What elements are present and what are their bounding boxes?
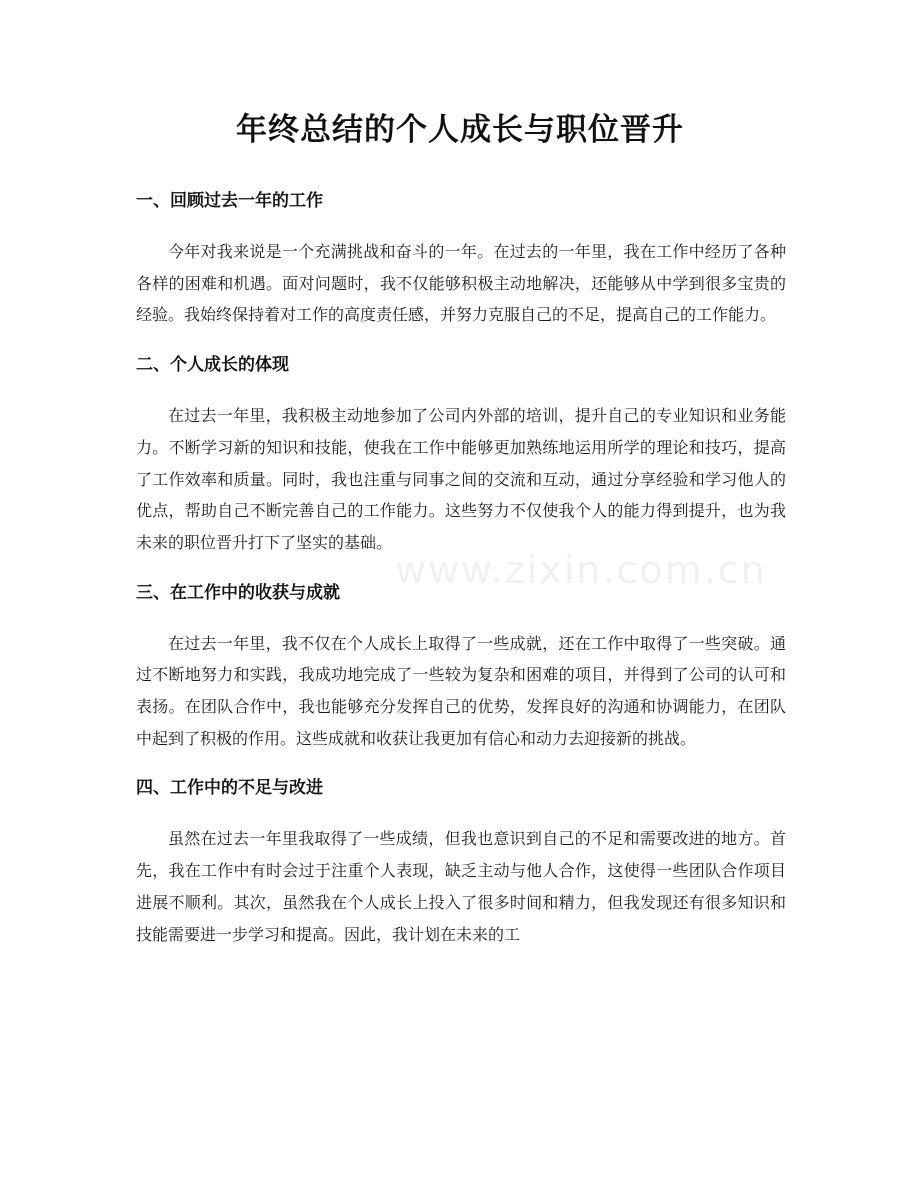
watermark: www.zixin.com.cn	[395, 548, 767, 592]
page-title: 年终总结的个人成长与职位晋升	[236, 112, 684, 148]
section-heading: 三、在工作中的收获与成就	[136, 582, 340, 603]
section-paragraph: 在过去一年里，我积极主动地参加了公司内外部的培训，提升自己的专业知识和业务能力。不断学习新的知识和技能，使我在工作中能够更加熟练地运用所学的理论和技巧，提高了工作效率和质量。同时，我也注重与同事之间的交流和互动，通过分享经验和学习他人的优点，帮助自己不断完善自己的工作能力。这些努力不仅使我个人的能力得到提升，也为我未来的职位晋升打下了坚实的基础。	[136, 406, 786, 552]
section-heading: 一、回顾过去一年的工作	[136, 191, 323, 211]
section-review	[136, 184, 786, 331]
section-heading: 二、个人成长的体现	[136, 355, 289, 376]
document-body	[136, 184, 786, 967]
section-heading: 四、工作中的不足与改进	[136, 778, 323, 799]
section-growth	[136, 348, 786, 559]
section-improvements	[136, 771, 786, 950]
section-paragraph: 今年对我来说是一个充满挑战和奋斗的一年。在过去的一年里，我在工作中经历了各种各样的困难和机遇。面对问题时，我不仅能够积极主动地解决，还能够从中学到很多宝贵的经验。我始终保持着对工作的高度责任感，并努力克服自己的不足，提高自己的工作能力。	[136, 242, 786, 325]
section-paragraph: 在过去一年里，我不仅在个人成长上取得了一些成就，还在工作中取得了一些突破。通过不断地努力和实践，我成功地完成了一些较为复杂和困难的项目，并得到了公司的认可和表扬。在团队合作中，我也能够充分发挥自己的优势，发挥良好的沟通和协调能力，在团队中起到了积极的作用。这些成就和收获让我更加有信心和动力去迎接新的挑战。	[136, 633, 786, 748]
section-achievements	[136, 576, 786, 755]
section-paragraph: 虽然在过去一年里我取得了一些成绩，但我也意识到自己的不足和需要改进的地方。首先，我在工作中有时会过于注重个人表现，缺乏主动与他人合作，这使得一些团队合作项目进展不顺利。其次，虽然我在个人成长上投入了很多时间和精力，但我发现还有很多知识和技能需要进一步学习和提高。因此，我计划在未来的工	[136, 829, 786, 944]
